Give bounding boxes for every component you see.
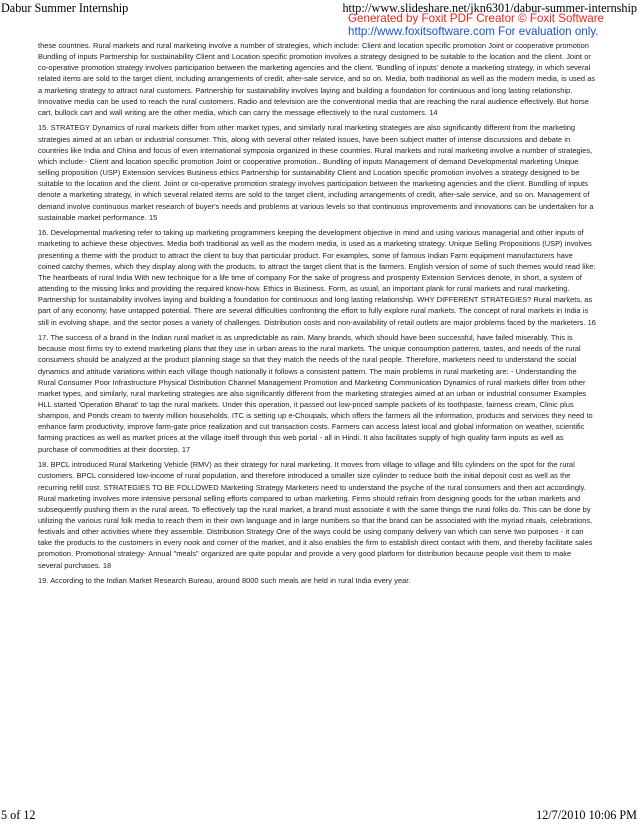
page-footer-page-number: 5 of 12: [1, 808, 36, 822]
page-footer-datetime: 12/7/2010 10:06 PM: [536, 808, 637, 822]
page-header-url: http://www.slideshare.net/jkn6301/dabur-summer-internship: [342, 1, 637, 15]
paragraph-19: 19. According to the Indian Market Research Bureau, around 8000 such meals are held in rural India every year.: [38, 576, 411, 586]
foxit-watermark: [348, 13, 604, 38]
paragraph-14: these countries. Rural markets and rural marketing involve a number of strategies, which include: Client and location specific promotion Joint or cooperative promotion Bundling of inputs Partnership for sustainability Client and Location specific promotion involves a strategy designed to be suitable to the location and the client. Joint or co-operative promotion strategy involves participation between the marketing agencies and the client. 'Bundling of inputs' denote a marketing strategy, in which several related items are sold to the target client, including arrangements of credit, after-sale service, and so on. Media, both traditional as well as the modern media, is used as a marketing strategy to attract rural customers. Partnership for sustainability involves laying and building a foundation for continuous and long lasting relationship. Innovative media can be used to reach the rural customers. Radio and television are the conventional media that are reaching the rural audience effectively. But horse cart, bullock cart and wall writing are the other media, which can carry the message effectively to the rural customers. 14: [38, 41, 596, 117]
paragraph-16: 16. Developmental marketing refer to taking up marketing programmers keeping the development objective in mind and using various managerial and other inputs of marketing to achieve these objectives. Media both traditional as well as the modern media, is used as a marketing strategy. Unique Selling Propositions (USP) involves presenting a theme with the product to attract the client to buy that particular product. For examples, some of famous Indian Farm equipment manufacturers have coined catchy themes, which they display along with the products, to attract the target client that is the farmers. English version of some of such themes would read like: The heartbeats of rural India With new technique for a life time of company For the sake of progress and prosperity Extension Services denote, in short, a system of attending to the missing links and providing the required know-how. Ethics in Business. Form, as usual, an important plank for rural markets and rural marketing. Partnership for sustainability involves laying and building a foundation for continuous and long lasting relationship. WHY DIFFERENT STRATEGIES? Rural markets, as part of any economy, have untapped potential. There are several difficulties confronting the effort to fully explore rural markets. The concept of rural markets in India is still in evolving shape, and the sector poses a variety of challenges. Distribution costs and non-availability of retail outlets are major problems faced by the marketers. 16: [38, 228, 596, 327]
paragraph-15: 15. STRATEGY Dynamics of rural markets differ from other market types, and similarly rural marketing strategies are also significantly different from the marketing strategies aimed at an urban or industrial consumer. This, along with several other related issues, have been subject matter of intense discussions and debate in countries like India and China and focus of even international symposia organized in these countries. Rural markets and rural marketing involve a number of strategies, which include:- Client and location specific promotion Joint or cooperative promotion.. Bundling of inputs Management of demand Developmental marketing Unique selling proposition (USP) Extension services Business ethics Partnership for sustainability Client and Location specific promotion involves a strategy designed to be suitable to the location and the client. Joint or co-operative promotion strategy involves participation between the marketing agencies and the client. Bundling of inputs denote a marketing strategy, in which several related items are sold to the target client, including arrangements of credit, after-sale service, and so on. Management of demand involve continuous market research of buyer's needs and problems at various levels so that continuous improvements and innovations can be undertaken for a sustainable market performance. 15: [38, 123, 594, 222]
page-header-title: Dabur Summer Internship: [1, 1, 129, 15]
watermark-line-1: Generated by Foxit PDF Creator © Foxit Software: [348, 12, 604, 25]
watermark-line-2: http://www.foxitsoftware.com For evaluation only.: [348, 24, 599, 38]
paragraph-18: 18. BPCL introduced Rural Marketing Vehicle (RMV) as their strategy for rural marketing. It moves from village to village and fills cylinders on the spot for the rural customers. BPCL considered low-income of rural population, and therefore introduced a smaller size cylinder to reduce both the initial deposit cost as well as the recurring refill cost. STRATEGIES TO BE FOLLOWED Marketing Strategy Marketers need to understand the psyche of the rural consumers and then act accordingly. Rural marketing involves more intensive personal selling efforts compared to urban marketing. Firms should refrain from designing goods for the urban markets and subsequently pushing them in the rural areas. To effectively tap the rural market, a brand must associate it with the same things the rural folks do. This can be done by utilizing the various rural folk media to reach them in their own language and in large numbers so that the brand can be associated with the myriad rituals, celebrations, festivals and other activities where they assemble. Distribution Strategy One of the ways could be using company delivery van which can serve two purposes - it can take the products to the customers in every nook and corner of the market, and it also enables the firm to establish direct contact with them, and thereby facilitate sales promotion. Promotional strategy- Annual "meals" organized are quite popular and provide a very good platform for distribution because people visit them to make several purchases. 18: [38, 460, 593, 570]
document-body: [38, 40, 596, 591]
paragraph-17: 17. The success of a brand in the Indian rural market is as unpredictable as rain. Many brands, which should have been successful, have failed miserably. This is because most firms try to extend marketing plans that they use in urban areas to the rural markets. The unique consumption patterns, tastes, and needs of the rural consumers should be analyzed at the product planning stage so that they match the needs of the rural people. Therefore, marketers need to understand the social dynamics and attitude variations within each village though nationally it follows a consistent pattern. The main problems in rural marketing are: - Understanding the Rural Consumer Poor Infrastructure Physical Distribution Channel Management Promotion and Marketing Communication Dynamics of rural markets differ from other market types, and similarly, rural marketing strategies are also significantly different from the marketing strategies aimed at an urban or industrial consumer Examples HLL started 'Operation Bharat' to tap the rural markets. Under this operation, it passed out low-priced sample packets of its toothpaste, fairness cream, Clinic plus shampoo, and Ponds cream to twenty million households. ITC is setting up e-Choupals, which offers the farmers all the information, products and services they need to enhance farm productivity, improve farm-gate price realization and cut transaction costs. Farmers can access latest local and global information on weather, scientific farming practices as well as market prices at the village itself through this web portal - all in Hindi. It also facilitates supply of high quality farm inputs as well as purchase of commodities at their doorstep. 17: [38, 333, 593, 454]
